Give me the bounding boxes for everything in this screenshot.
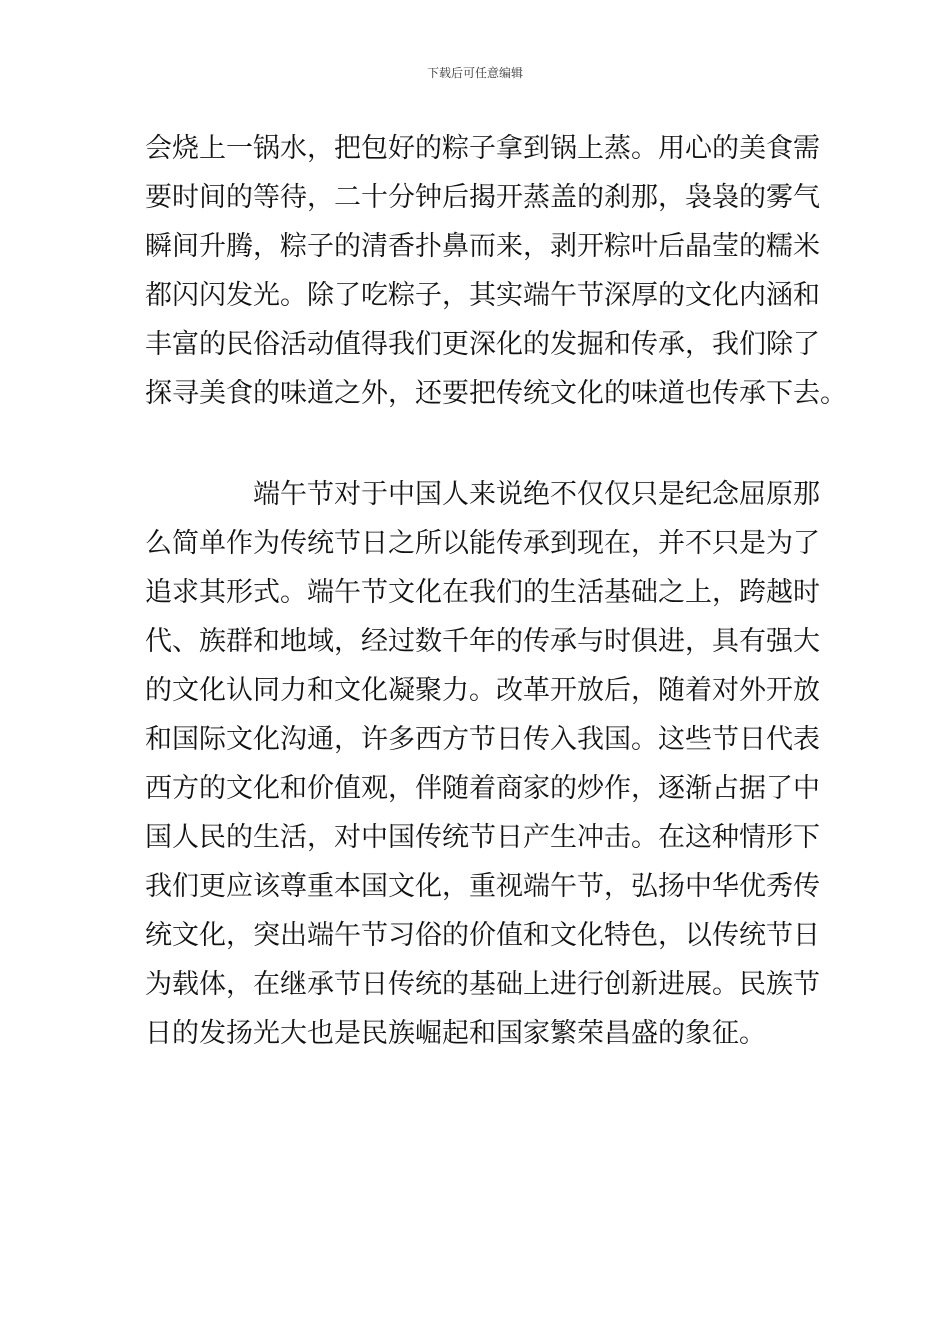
paragraph-line: 瞬间升腾，粽子的清香扑鼻而来，剥开粽叶后晶莹的糯米 [145,231,820,262]
paragraph-line: 统文化，突出端午节习俗的价值和文化特色，以传统节日 [145,920,820,951]
paragraph-line: 丰富的民俗活动值得我们更深化的发掘和传承，我们除了 [145,329,820,360]
paragraph-line: 追求其形式。端午节文化在我们的生活基础之上，跨越时 [145,577,820,608]
paragraph-line: 国人民的生活，对中国传统节日产生冲击。在这种情形下 [145,822,820,853]
paragraph-line: 我们更应该尊重本国文化，重视端午节，弘扬中华优秀传 [145,871,820,902]
paragraph-line: 和国际文化沟通，许多西方节日传入我国。这些节日代表 [145,724,820,755]
paragraph-line: 端午节对于中国人来说绝不仅仅只是纪念屈原那 [253,479,820,510]
paragraph-line: 都闪闪发光。除了吃粽子，其实端午节深厚的文化内涵和 [145,280,820,311]
paragraph-line: 么简单作为传统节日之所以能传承到现在，并不只是为了 [145,528,820,559]
paragraph-line: 要时间的等待，二十分钟后揭开蒸盖的刹那，袅袅的雾气 [145,182,820,213]
paragraph-line: 日的发扬光大也是民族崛起和国家繁荣昌盛的象征。 [145,1018,766,1049]
paragraph-line: 代、族群和地域，经过数千年的传承与时俱进，具有强大 [145,626,820,657]
paragraph-line: 会烧上一锅水，把包好的粽子拿到锅上蒸。用心的美食需 [145,133,820,164]
paragraph-line: 西方的文化和价值观，伴随着商家的炒作，逐渐占据了中 [145,773,820,804]
paragraph-line: 的文化认同力和文化凝聚力。改革开放后，随着对外开放 [145,675,820,706]
paragraph-line: 为载体，在继承节日传统的基础上进行创新进展。民族节 [145,969,820,1000]
page-header-note: 下载后可任意编辑 [426,66,523,80]
paragraph-line: 探寻美食的味道之外，还要把传统文化的味道也传承下去。 [145,378,847,409]
